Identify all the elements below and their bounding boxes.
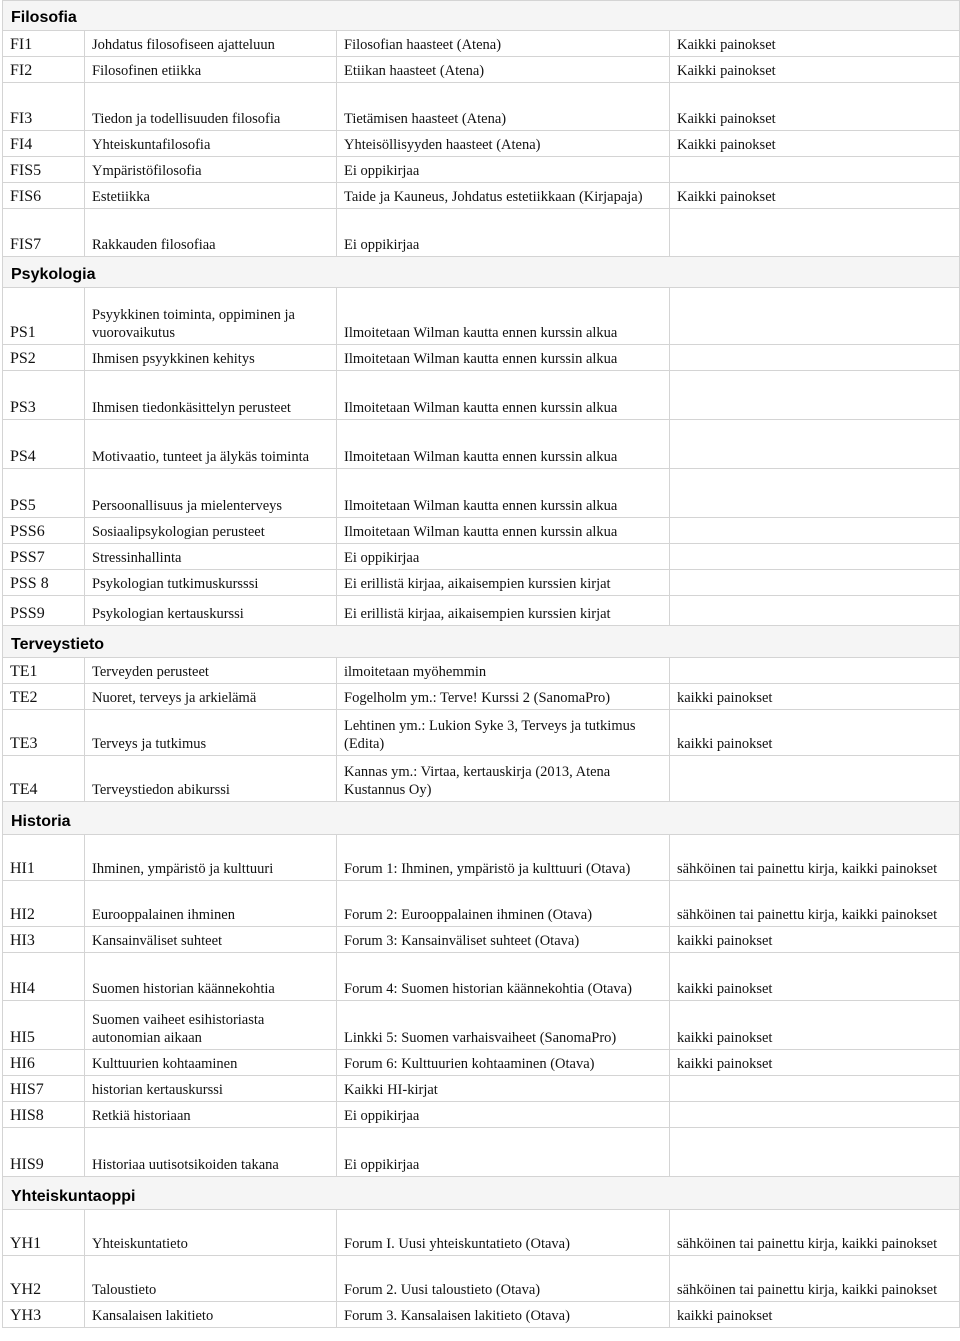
textbook: Ilmoitetaan Wilman kautta ennen kurssin alkua <box>337 288 670 345</box>
section-header-row <box>3 626 960 658</box>
course-code: FIS7 <box>3 209 85 257</box>
edition-note: kaikki painokset <box>670 1001 960 1050</box>
course-code: FI3 <box>3 83 85 131</box>
edition-note: kaikki painokset <box>670 684 960 710</box>
section-title: Yhteiskuntaoppi <box>3 1177 960 1210</box>
textbook: Ei oppikirjaa <box>337 1128 670 1177</box>
course-code: PS2 <box>3 345 85 371</box>
textbook: Forum 1: Ihminen, ympäristö ja kulttuuri (Otava) <box>337 835 670 881</box>
table-row <box>3 1210 960 1256</box>
edition-note <box>670 570 960 596</box>
course-code: PS5 <box>3 469 85 518</box>
textbook: Forum 2. Uusi taloustieto (Otava) <box>337 1256 670 1302</box>
course-name: Estetiikka <box>85 183 337 209</box>
course-code: HI6 <box>3 1050 85 1076</box>
textbook: Taide ja Kauneus, Johdatus estetiikkaan (Kirjapaja) <box>337 183 670 209</box>
edition-note <box>670 288 960 345</box>
textbook: Fogelholm ym.: Terve! Kurssi 2 (SanomaPro) <box>337 684 670 710</box>
course-code: HI5 <box>3 1001 85 1050</box>
course-code: PSS 8 <box>3 570 85 596</box>
course-name: Yhteiskuntafilosofia <box>85 131 337 157</box>
course-name: Kansalaisen lakitieto <box>85 1302 337 1328</box>
edition-note <box>670 518 960 544</box>
edition-note <box>670 658 960 684</box>
textbook: Yhteisöllisyyden haasteet (Atena) <box>337 131 670 157</box>
textbook: Etiikan haasteet (Atena) <box>337 57 670 83</box>
table-row <box>3 570 960 596</box>
course-name: Terveystiedon abikurssi <box>85 756 337 802</box>
course-name: Johdatus filosofiseen ajatteluun <box>85 31 337 57</box>
course-code: FIS6 <box>3 183 85 209</box>
course-code: PS4 <box>3 420 85 469</box>
edition-note <box>670 1102 960 1128</box>
course-code: FIS5 <box>3 157 85 183</box>
edition-note: kaikki painokset <box>670 1050 960 1076</box>
course-code: FI1 <box>3 31 85 57</box>
edition-note: kaikki painokset <box>670 953 960 1001</box>
course-name: Suomen vaiheet esihistoriasta autonomian aikaan <box>85 1001 337 1050</box>
table-row <box>3 710 960 756</box>
course-code: TE2 <box>3 684 85 710</box>
textbook: ilmoitetaan myöhemmin <box>337 658 670 684</box>
edition-note <box>670 345 960 371</box>
edition-note <box>670 544 960 570</box>
course-code: FI4 <box>3 131 85 157</box>
textbook: Ei oppikirjaa <box>337 209 670 257</box>
edition-note <box>670 157 960 183</box>
course-name: Kansainväliset suhteet <box>85 927 337 953</box>
section-header-row <box>3 257 960 288</box>
textbook: Lehtinen ym.: Lukion Syke 3, Terveys ja tutkimus (Edita) <box>337 710 670 756</box>
table-row <box>3 420 960 469</box>
course-code: PS1 <box>3 288 85 345</box>
course-name: Stressinhallinta <box>85 544 337 570</box>
edition-note: Kaikki painokset <box>670 57 960 83</box>
edition-note: sähköinen tai painettu kirja, kaikki painokset <box>670 1210 960 1256</box>
table-row <box>3 596 960 626</box>
textbook: Ilmoitetaan Wilman kautta ennen kurssin alkua <box>337 469 670 518</box>
textbook: Kaikki HI-kirjat <box>337 1076 670 1102</box>
section-header-row <box>3 802 960 835</box>
edition-note: Kaikki painokset <box>670 183 960 209</box>
table-row <box>3 1050 960 1076</box>
table-row <box>3 131 960 157</box>
textbook: Filosofian haasteet (Atena) <box>337 31 670 57</box>
table-row <box>3 209 960 257</box>
textbook: Ei oppikirjaa <box>337 544 670 570</box>
course-code: PSS6 <box>3 518 85 544</box>
course-name: Filosofinen etiikka <box>85 57 337 83</box>
course-name: Eurooppalainen ihminen <box>85 881 337 927</box>
table-row <box>3 1256 960 1302</box>
section-title: Terveystieto <box>3 626 960 658</box>
section-header-row <box>3 1 960 31</box>
edition-note: Kaikki painokset <box>670 31 960 57</box>
table-row <box>3 1076 960 1102</box>
textbook: Kannas ym.: Virtaa, kertauskirja (2013, Atena Kustannus Oy) <box>337 756 670 802</box>
course-books-table <box>2 0 960 1328</box>
course-code: HI2 <box>3 881 85 927</box>
section-title: Psykologia <box>3 257 960 288</box>
edition-note: sähköinen tai painettu kirja, kaikki painokset <box>670 881 960 927</box>
edition-note: sähköinen tai painettu kirja, kaikki painokset <box>670 835 960 881</box>
textbook: Forum 4: Suomen historian käännekohtia (Otava) <box>337 953 670 1001</box>
table-row <box>3 1102 960 1128</box>
section-title: Historia <box>3 802 960 835</box>
table-row <box>3 756 960 802</box>
course-name: Psykologian kertauskurssi <box>85 596 337 626</box>
edition-note <box>670 209 960 257</box>
course-code: PS3 <box>3 371 85 420</box>
table-row <box>3 183 960 209</box>
course-code: HIS9 <box>3 1128 85 1177</box>
course-name: Nuoret, terveys ja arkielämä <box>85 684 337 710</box>
edition-note: sähköinen tai painettu kirja, kaikki painokset <box>670 1256 960 1302</box>
edition-note <box>670 596 960 626</box>
textbook: Forum 3: Kansainväliset suhteet (Otava) <box>337 927 670 953</box>
table-row <box>3 544 960 570</box>
edition-note: Kaikki painokset <box>670 83 960 131</box>
table-row <box>3 1128 960 1177</box>
course-name: Tiedon ja todellisuuden filosofia <box>85 83 337 131</box>
textbook: Ei erillistä kirjaa, aikaisempien kurssien kirjat <box>337 570 670 596</box>
edition-note <box>670 1076 960 1102</box>
edition-note: kaikki painokset <box>670 927 960 953</box>
course-name: historian kertauskurssi <box>85 1076 337 1102</box>
course-code: HI1 <box>3 835 85 881</box>
course-name: Ihmisen psyykkinen kehitys <box>85 345 337 371</box>
edition-note: Kaikki painokset <box>670 131 960 157</box>
textbook: Forum 2: Eurooppalainen ihminen (Otava) <box>337 881 670 927</box>
table-row <box>3 1302 960 1328</box>
textbook: Linkki 5: Suomen varhaisvaiheet (SanomaPro) <box>337 1001 670 1050</box>
textbook: Ei oppikirjaa <box>337 1102 670 1128</box>
table-row <box>3 288 960 345</box>
course-code: YH3 <box>3 1302 85 1328</box>
course-name: Suomen historian käännekohtia <box>85 953 337 1001</box>
course-code: FI2 <box>3 57 85 83</box>
table-row <box>3 469 960 518</box>
textbook: Ilmoitetaan Wilman kautta ennen kurssin alkua <box>337 345 670 371</box>
table-row <box>3 57 960 83</box>
textbook: Ilmoitetaan Wilman kautta ennen kurssin alkua <box>337 420 670 469</box>
table-row <box>3 1001 960 1050</box>
section-title: Filosofia <box>3 1 960 31</box>
table-row <box>3 371 960 420</box>
course-code: HIS8 <box>3 1102 85 1128</box>
table-body <box>3 1 960 1328</box>
table-row <box>3 684 960 710</box>
course-name: Ihminen, ympäristö ja kulttuuri <box>85 835 337 881</box>
edition-note <box>670 420 960 469</box>
course-name: Retkiä historiaan <box>85 1102 337 1128</box>
textbook: Ei oppikirjaa <box>337 157 670 183</box>
textbook: Ilmoitetaan Wilman kautta ennen kurssin alkua <box>337 371 670 420</box>
table-row <box>3 31 960 57</box>
course-code: YH2 <box>3 1256 85 1302</box>
course-name: Ihmisen tiedonkäsittelyn perusteet <box>85 371 337 420</box>
edition-note <box>670 371 960 420</box>
course-code: TE3 <box>3 710 85 756</box>
table-row <box>3 345 960 371</box>
textbook: Forum 3. Kansalaisen lakitieto (Otava) <box>337 1302 670 1328</box>
course-name: Yhteiskuntatieto <box>85 1210 337 1256</box>
edition-note: kaikki painokset <box>670 710 960 756</box>
course-code: PSS9 <box>3 596 85 626</box>
course-name: Psyykkinen toiminta, oppiminen ja vuorovaikutus <box>85 288 337 345</box>
textbook: Ei erillistä kirjaa, aikaisempien kurssien kirjat <box>337 596 670 626</box>
course-name: Terveys ja tutkimus <box>85 710 337 756</box>
course-name: Ympäristöfilosofia <box>85 157 337 183</box>
table-row <box>3 83 960 131</box>
textbook: Forum I. Uusi yhteiskuntatieto (Otava) <box>337 1210 670 1256</box>
edition-note <box>670 756 960 802</box>
table-row <box>3 881 960 927</box>
course-name: Motivaatio, tunteet ja älykäs toiminta <box>85 420 337 469</box>
course-code: TE1 <box>3 658 85 684</box>
course-name: Historiaa uutisotsikoiden takana <box>85 1128 337 1177</box>
course-name: Taloustieto <box>85 1256 337 1302</box>
edition-note <box>670 469 960 518</box>
table-row <box>3 835 960 881</box>
course-name: Terveyden perusteet <box>85 658 337 684</box>
textbook: Ilmoitetaan Wilman kautta ennen kurssin alkua <box>337 518 670 544</box>
course-code: HI4 <box>3 953 85 1001</box>
course-name: Sosiaalipsykologian perusteet <box>85 518 337 544</box>
textbook: Forum 6: Kulttuurien kohtaaminen (Otava) <box>337 1050 670 1076</box>
course-name: Psykologian tutkimuskursssi <box>85 570 337 596</box>
textbook: Tietämisen haasteet (Atena) <box>337 83 670 131</box>
table-row <box>3 927 960 953</box>
edition-note: kaikki painokset <box>670 1302 960 1328</box>
course-code: TE4 <box>3 756 85 802</box>
table-row <box>3 658 960 684</box>
table-row <box>3 518 960 544</box>
section-header-row <box>3 1177 960 1210</box>
table-row <box>3 157 960 183</box>
course-code: HIS7 <box>3 1076 85 1102</box>
course-code: PSS7 <box>3 544 85 570</box>
course-name: Persoonallisuus ja mielenterveys <box>85 469 337 518</box>
table-row <box>3 953 960 1001</box>
course-code: HI3 <box>3 927 85 953</box>
course-name: Kulttuurien kohtaaminen <box>85 1050 337 1076</box>
course-code: YH1 <box>3 1210 85 1256</box>
course-name: Rakkauden filosofiaa <box>85 209 337 257</box>
edition-note <box>670 1128 960 1177</box>
